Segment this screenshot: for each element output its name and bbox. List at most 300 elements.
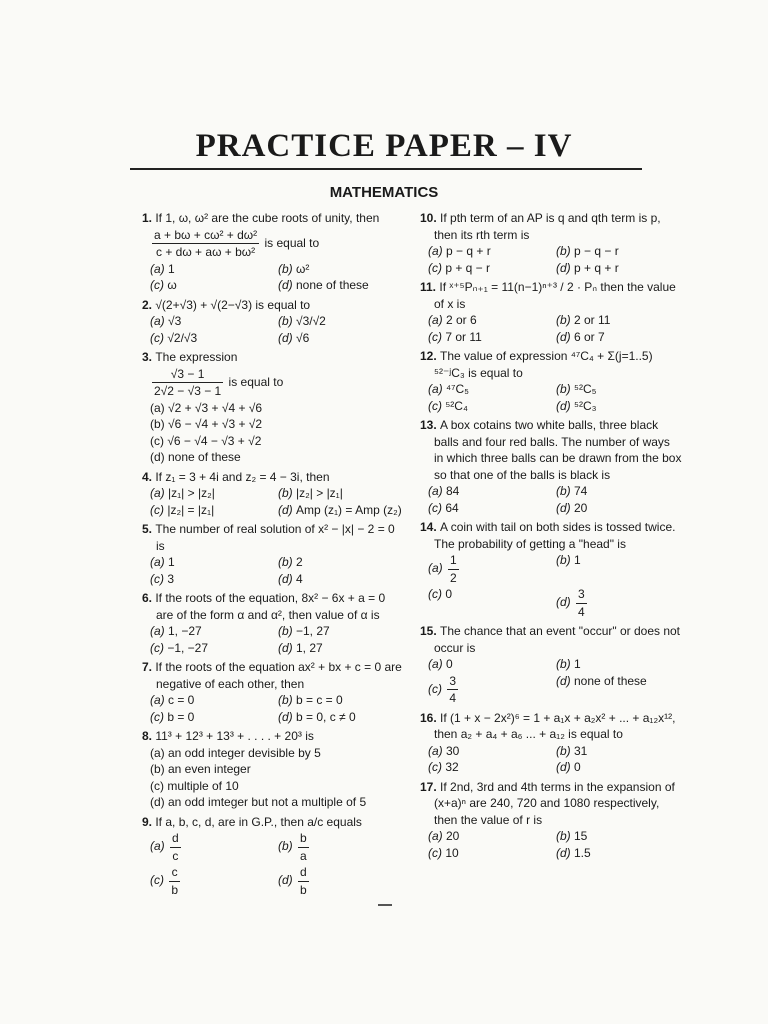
question-number: 11. xyxy=(420,280,440,294)
option-letter: (d) xyxy=(278,640,296,655)
option-letter: (d) xyxy=(556,398,574,413)
question-text xyxy=(142,814,404,831)
option-letter: (a) xyxy=(150,314,168,328)
answer-option xyxy=(150,830,278,864)
scan-mark xyxy=(378,904,392,906)
fraction xyxy=(170,830,181,864)
option-value: 1 xyxy=(168,555,175,569)
option-letter: (d) xyxy=(556,673,574,688)
question-stem: The expression xyxy=(155,350,238,364)
option-grid xyxy=(142,261,404,294)
option-letter: (b) xyxy=(556,657,574,671)
answer-option xyxy=(556,586,684,620)
option-letter: (b) xyxy=(278,486,296,500)
option-value: ⁵²C₄ xyxy=(445,398,468,413)
formula-suffix: is equal to xyxy=(225,374,284,389)
question-stem: The value of expression ⁴⁷C₄ + Σ(j=1..5) ⁵²⁻ʲC₃ is equal to xyxy=(434,349,653,380)
option-value: p + q + r xyxy=(574,260,619,275)
question-number: 12. xyxy=(420,349,441,363)
question-item xyxy=(142,814,404,899)
fraction-denominator: b xyxy=(300,882,307,897)
answer-option xyxy=(556,483,684,500)
option-letter: (c) xyxy=(428,500,446,515)
option-grid xyxy=(420,743,682,776)
option-letter: (a) xyxy=(428,743,446,758)
question-item xyxy=(142,659,404,725)
fraction-denominator: a xyxy=(300,848,307,863)
question-stem: If the roots of the equation ax² + bx + c = 0 are negative of each other, then xyxy=(155,660,402,691)
answer-option xyxy=(556,243,684,260)
option-letter: (b) xyxy=(278,555,296,569)
question-number: 1. xyxy=(142,211,156,225)
question-number: 4. xyxy=(142,469,156,484)
answer-option xyxy=(428,743,556,760)
option-letter: (c) xyxy=(150,571,168,586)
answer-option xyxy=(428,329,556,346)
answer-option xyxy=(278,692,406,709)
answer-option xyxy=(278,277,406,294)
question-stem: If 1, ω, ω² are the cube roots of unity, then xyxy=(155,211,380,225)
answer-option xyxy=(278,313,406,330)
answer-option: (a) √2 + √3 + √4 + √6 xyxy=(150,400,263,415)
fraction-numerator: d xyxy=(170,830,181,848)
question-stem: A box cotains two white balls, three black balls and four red balls. The number of ways in which three balls can be drawn from the box so that one of the balls is black is xyxy=(434,418,682,482)
option-value: 0 xyxy=(574,760,581,774)
option-value: 1.5 xyxy=(574,845,591,860)
answer-option xyxy=(150,640,278,657)
question-item xyxy=(142,210,404,294)
question-text xyxy=(142,349,404,366)
option-letter: (d) xyxy=(278,278,296,292)
option-letter: (a) xyxy=(150,693,168,707)
option-value: −1, 27 xyxy=(296,624,330,638)
option-letter: (d) xyxy=(278,330,296,345)
fraction xyxy=(576,586,587,620)
question-number: 14. xyxy=(420,520,441,534)
answer-option xyxy=(556,759,684,776)
fraction-numerator: 3 xyxy=(447,673,458,691)
question-stem: √(2+√3) + √(2−√3) is equal to xyxy=(155,297,311,312)
option-letter: (d) xyxy=(278,873,296,888)
question-text xyxy=(420,348,682,381)
answer-option xyxy=(556,828,684,845)
fraction xyxy=(152,227,259,261)
question-text xyxy=(420,279,682,312)
answer-option xyxy=(150,864,278,898)
option-value: p + q − r xyxy=(445,260,491,275)
question-text xyxy=(420,210,682,243)
question-item xyxy=(142,590,404,656)
option-value: 0 xyxy=(446,657,453,671)
option-letter: (b) xyxy=(556,484,574,498)
option-value: none of these xyxy=(296,278,369,292)
answer-option xyxy=(556,260,684,277)
answer-option xyxy=(150,554,278,571)
question-item xyxy=(420,519,682,620)
answer-option xyxy=(428,656,556,673)
option-grid xyxy=(142,554,404,587)
fraction-numerator: c xyxy=(169,864,180,882)
option-value: √2/√3 xyxy=(167,330,198,345)
option-value: ⁴⁷C₅ xyxy=(446,382,469,396)
option-value: |z₂| = |z₁| xyxy=(167,502,215,517)
option-letter: (a) xyxy=(428,244,446,258)
question-number: 15. xyxy=(420,624,441,638)
fraction xyxy=(298,830,309,864)
option-value: 32 xyxy=(445,760,459,774)
question-formula xyxy=(142,366,404,400)
option-letter: (d) xyxy=(278,709,296,724)
answer-option xyxy=(150,277,278,294)
question-item xyxy=(420,348,682,414)
option-letter: (a) xyxy=(150,261,168,276)
answer-option xyxy=(150,571,278,588)
option-value: ω² xyxy=(296,261,310,276)
question-stem: If (1 + x − 2x²)⁶ = 1 + a₁x + a₂x² + ... + a₁₂x¹², then a₂ + a₄ + a₆ ... + a₁₂ is equal to xyxy=(434,710,676,741)
question-text xyxy=(142,210,404,227)
option-grid xyxy=(420,381,682,414)
question-text xyxy=(142,521,404,554)
option-value: 2 xyxy=(296,555,303,569)
question-number: 6. xyxy=(142,591,156,605)
question-stem: If ˣ⁺⁵Pₙ₊₁ = 11(n−1)ⁿ⁺³ / 2 · Pₙ then the value of x is xyxy=(434,280,676,311)
answer-option: (b) an even integer xyxy=(150,762,251,776)
option-letter: (c) xyxy=(150,640,168,655)
option-letter: (c) xyxy=(150,330,168,345)
option-value: 1 xyxy=(574,657,581,671)
option-value: p − q + r xyxy=(446,244,491,258)
question-number: 8. xyxy=(142,729,156,743)
option-letter: (b) xyxy=(278,693,296,707)
option-value: 15 xyxy=(574,829,588,843)
question-stem: If the roots of the equation, 8x² − 6x + a = 0 are of the form α and α², then value of α is xyxy=(155,591,386,622)
option-value: none of these xyxy=(574,673,647,688)
fraction xyxy=(448,552,459,586)
option-letter: (c) xyxy=(150,709,168,724)
option-letter: (d) xyxy=(556,760,574,774)
fraction-numerator: √3 − 1 xyxy=(152,366,223,384)
option-letter: (a) xyxy=(150,839,168,854)
answer-option xyxy=(150,709,278,726)
fraction-numerator: 3 xyxy=(576,586,587,604)
fraction xyxy=(169,864,180,898)
option-letter: (c) xyxy=(428,681,446,696)
question-stem: The chance that an event "occur" or does not occur is xyxy=(434,624,681,655)
question-text xyxy=(142,469,404,486)
option-letter: (a) xyxy=(150,486,168,500)
fraction-denominator: c + dω + aω + bω² xyxy=(156,245,256,259)
option-value: 20 xyxy=(574,500,588,515)
question-stem: If a, b, c, d, are in G.P., then a/c equals xyxy=(155,814,362,829)
question-text xyxy=(420,710,682,743)
option-value: √3/√2 xyxy=(296,314,326,328)
question-text xyxy=(142,297,404,314)
option-letter: (a) xyxy=(428,561,446,576)
question-formula xyxy=(142,227,404,261)
answer-option xyxy=(556,845,684,862)
question-number: 16. xyxy=(420,710,441,725)
answer-option xyxy=(556,500,684,517)
option-value: |z₁| > |z₂| xyxy=(168,486,215,500)
formula-suffix: is equal to xyxy=(261,235,320,250)
answer-option: (d) an odd imteger but not a multiple of 5 xyxy=(150,795,367,809)
question-number: 10. xyxy=(420,211,441,225)
option-value: |z₂| > |z₁| xyxy=(296,486,343,500)
answer-option xyxy=(428,243,556,260)
option-value: 20 xyxy=(446,829,460,843)
answer-option xyxy=(428,673,556,707)
answer-option xyxy=(150,485,278,502)
answer-option xyxy=(428,398,556,415)
fraction-denominator: 4 xyxy=(449,691,457,705)
option-value: 1 xyxy=(168,261,175,276)
question-text xyxy=(420,623,682,656)
answer-option xyxy=(150,313,278,330)
question-number: 7. xyxy=(142,660,156,674)
option-letter: (a) xyxy=(428,657,446,671)
answer-option xyxy=(428,381,556,398)
question-number: 9. xyxy=(142,814,156,829)
question-item xyxy=(420,710,682,776)
answer-option xyxy=(556,552,684,586)
option-letter: (c) xyxy=(150,502,168,517)
fraction xyxy=(298,864,309,898)
option-letter: (c) xyxy=(428,329,446,344)
question-number: 2. xyxy=(142,297,156,312)
answer-option xyxy=(278,709,406,726)
option-letter: (d) xyxy=(556,329,574,344)
fraction xyxy=(152,366,223,400)
option-grid xyxy=(142,623,404,656)
option-value: Amp (z₁) = Amp (z₂) xyxy=(296,502,402,517)
option-letter: (b) xyxy=(278,261,296,276)
answer-option xyxy=(428,483,556,500)
answer-option xyxy=(278,261,406,278)
option-value: 30 xyxy=(446,743,460,758)
option-letter: (b) xyxy=(556,743,574,758)
answer-option xyxy=(150,330,278,347)
question-stem: The number of real solution of x² − |x| − 2 = 0 is xyxy=(155,522,395,553)
question-number: 3. xyxy=(142,350,156,364)
answer-option xyxy=(428,500,556,517)
option-value: b = c = 0 xyxy=(296,693,343,707)
question-item xyxy=(142,349,404,466)
option-value: b = 0, c ≠ 0 xyxy=(296,709,356,724)
option-letter: (a) xyxy=(428,313,446,327)
fraction-numerator: d xyxy=(298,864,309,882)
fraction-numerator: 1 xyxy=(448,552,459,570)
question-number: 5. xyxy=(142,522,156,536)
question-stem: A coin with tail on both sides is tossed twice. The probability of getting a "head" is xyxy=(434,520,676,551)
option-letter: (a) xyxy=(428,382,446,396)
subject-heading: MATHEMATICS xyxy=(329,184,439,201)
answer-option xyxy=(150,261,278,278)
fraction-numerator: a + bω + cω² + dω² xyxy=(152,227,259,245)
option-letter: (b) xyxy=(556,829,574,843)
answer-option xyxy=(556,743,684,760)
answer-option xyxy=(150,623,278,640)
fraction-denominator: 2 xyxy=(450,570,457,585)
option-letter: (c) xyxy=(150,873,168,888)
question-item xyxy=(420,279,682,345)
answer-option: (c) multiple of 10 xyxy=(150,778,239,793)
option-letter: (d) xyxy=(556,595,574,610)
option-value: c = 0 xyxy=(168,693,195,707)
option-value: 84 xyxy=(446,484,460,498)
option-value: 0 xyxy=(445,587,453,601)
option-grid xyxy=(420,243,682,276)
question-item xyxy=(420,623,682,707)
answer-option: (c) √6 − √4 − √3 + √2 xyxy=(150,433,262,448)
option-letter: (d) xyxy=(556,260,574,275)
answer-option xyxy=(428,828,556,845)
option-letter: (b) xyxy=(556,244,574,258)
option-letter: (b) xyxy=(278,314,296,328)
question-number: 17. xyxy=(420,779,441,794)
option-grid xyxy=(420,483,682,516)
answer-option xyxy=(278,485,406,502)
option-letter: (c) xyxy=(428,260,446,275)
answer-option xyxy=(556,381,684,398)
option-grid xyxy=(142,485,404,518)
option-value: 3 xyxy=(167,571,175,586)
answer-option xyxy=(278,554,406,571)
answer-option xyxy=(428,845,556,862)
answer-option: (a) an odd integer devisible by 5 xyxy=(150,745,321,760)
option-value: 10 xyxy=(445,845,459,860)
option-value: 74 xyxy=(574,484,588,498)
question-item xyxy=(142,521,404,587)
option-value: 2 or 11 xyxy=(574,313,611,327)
option-value: −1, −27 xyxy=(167,640,209,655)
option-value: p − q − r xyxy=(574,244,619,258)
answer-option xyxy=(278,864,406,898)
answer-option xyxy=(278,623,406,640)
answer-option: (d) none of these xyxy=(150,450,241,464)
option-letter: (d) xyxy=(556,500,574,515)
answer-option xyxy=(556,673,684,707)
answer-option xyxy=(428,759,556,776)
option-letter: (c) xyxy=(428,845,446,860)
option-value: 1 xyxy=(574,553,581,567)
fraction-denominator: b xyxy=(171,882,179,897)
answer-option xyxy=(278,571,406,588)
option-letter: (d) xyxy=(278,502,296,517)
answer-option xyxy=(556,398,684,415)
option-letter: (a) xyxy=(150,624,168,638)
option-letter: (b) xyxy=(278,839,296,854)
fraction-numerator: b xyxy=(298,830,309,848)
option-value: 1, −27 xyxy=(168,624,202,638)
option-value: √6 xyxy=(296,330,310,345)
question-stem: If pth term of an AP is q and qth term is p, then its rth term is xyxy=(434,211,661,242)
option-letter: (c) xyxy=(428,760,446,774)
answer-option xyxy=(428,552,556,586)
page-title: PRACTICE PAPER – IV xyxy=(195,128,573,164)
answer-option xyxy=(556,656,684,673)
option-letter: (b) xyxy=(556,553,574,567)
option-value: 4 xyxy=(296,571,303,586)
answer-option xyxy=(278,330,406,347)
answer-option xyxy=(278,830,406,864)
question-stem: 11³ + 12³ + 13³ + . . . . + 20³ is xyxy=(155,729,314,743)
question-text xyxy=(142,728,404,745)
option-grid xyxy=(420,828,682,861)
option-letter: (b) xyxy=(556,382,574,396)
option-value: 31 xyxy=(574,743,588,758)
option-value: ω xyxy=(167,278,177,292)
answer-option xyxy=(278,502,406,519)
question-number: 13. xyxy=(420,418,441,432)
option-letter: (b) xyxy=(278,624,296,638)
option-letter: (a) xyxy=(428,829,446,843)
option-grid xyxy=(420,656,682,707)
option-grid xyxy=(142,830,404,898)
question-item xyxy=(142,469,404,519)
option-value: b = 0 xyxy=(167,709,195,724)
option-grid xyxy=(420,312,682,345)
option-value: 64 xyxy=(445,500,459,515)
question-item xyxy=(420,417,682,516)
question-item xyxy=(420,210,682,276)
option-value: 2 or 6 xyxy=(446,313,477,327)
question-item xyxy=(420,779,682,862)
title-underline xyxy=(130,168,642,170)
option-letter: (d) xyxy=(556,845,574,860)
option-letter: (d) xyxy=(278,571,296,586)
answer-option xyxy=(428,586,556,620)
answer-option xyxy=(278,640,406,657)
fraction xyxy=(447,673,458,707)
option-value: 6 or 7 xyxy=(574,329,605,344)
option-value: ⁵²C₃ xyxy=(574,398,597,413)
question-text xyxy=(420,417,682,483)
option-grid xyxy=(142,313,404,346)
option-letter: (c) xyxy=(428,398,446,413)
option-letter: (c) xyxy=(428,587,446,601)
question-item xyxy=(142,728,404,811)
fraction-denominator: 4 xyxy=(578,604,585,619)
left-column xyxy=(142,210,404,901)
question-stem: If 2nd, 3rd and 4th terms in the expansion of (x+a)ⁿ are 240, 720 and 1080 respectively, then the value of r is xyxy=(434,779,675,827)
answer-option xyxy=(556,312,684,329)
option-value: 1, 27 xyxy=(296,640,323,655)
answer-option xyxy=(428,260,556,277)
fraction-denominator: c xyxy=(172,848,179,863)
answer-option xyxy=(150,692,278,709)
option-value: ⁵²C₅ xyxy=(574,382,597,396)
right-column xyxy=(420,210,682,864)
fraction-denominator: 2√2 − √3 − 1 xyxy=(154,384,222,398)
answer-option xyxy=(150,502,278,519)
option-value: √3 xyxy=(168,314,182,328)
option-letter: (a) xyxy=(150,555,168,569)
option-value: 7 or 11 xyxy=(445,329,482,344)
option-grid xyxy=(420,552,682,620)
answer-option: (b) √6 − √4 + √3 + √2 xyxy=(150,417,263,431)
option-letter: (a) xyxy=(428,484,446,498)
question-text xyxy=(420,519,682,552)
question-text xyxy=(142,590,404,623)
option-grid xyxy=(142,692,404,725)
question-text xyxy=(420,779,682,829)
question-item xyxy=(142,297,404,347)
answer-option xyxy=(428,312,556,329)
option-letter: (c) xyxy=(150,278,168,292)
question-text xyxy=(142,659,404,692)
answer-option xyxy=(556,329,684,346)
question-stem: If z₁ = 3 + 4i and z₂ = 4 − 3i, then xyxy=(155,469,330,484)
